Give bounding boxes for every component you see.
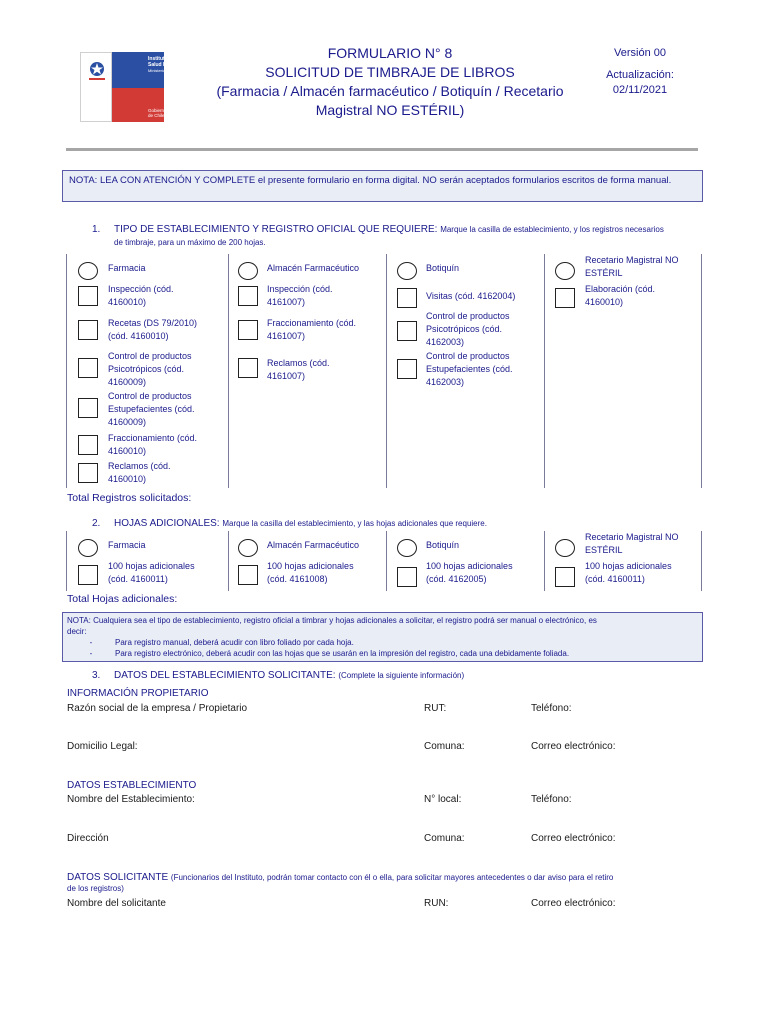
- header-divider: [66, 148, 698, 151]
- item-text: Inspección (cód.: [108, 284, 174, 294]
- solicitante-note-b: de los registros): [67, 884, 124, 893]
- item-text: (cód. 4160010): [108, 331, 169, 341]
- radio-recetario[interactable]: [555, 262, 575, 280]
- form-title: [190, 44, 590, 120]
- item-text: Psicotrópicos (cód.: [426, 324, 503, 334]
- item-text: 4162003): [426, 377, 465, 387]
- field-comuna-propietario[interactable]: Comuna:: [424, 741, 465, 752]
- section-3-title: [92, 669, 707, 682]
- field-run[interactable]: RUN:: [424, 898, 449, 909]
- bullet-dash: -: [89, 649, 93, 658]
- item-text: Estupefacientes (cód.: [426, 364, 513, 374]
- col-farmacia-label: Farmacia: [108, 540, 146, 550]
- item-text: Control de productos: [108, 351, 192, 361]
- update-date: 02/11/2021: [612, 84, 668, 96]
- field-telefono-propietario[interactable]: Teléfono:: [531, 703, 572, 714]
- item-text: 4161007): [267, 331, 306, 341]
- checkbox-almacen-fraccionamiento[interactable]: [238, 320, 258, 340]
- item-text: 4160009): [108, 377, 147, 387]
- crest-icon: [85, 59, 109, 83]
- item-text: 4160009): [108, 417, 147, 427]
- section-3-instructions: (Complete la siguiente información): [338, 671, 465, 680]
- item-text: Elaboración (cód.: [585, 284, 656, 294]
- item-text: 4161007): [267, 297, 306, 307]
- radio-botiquin[interactable]: [397, 262, 417, 280]
- radio-botiquin-hojas[interactable]: [397, 539, 417, 557]
- logo-line-1: Instituto de: [148, 56, 175, 62]
- field-rut[interactable]: RUT:: [424, 703, 447, 714]
- note-box-registro: [62, 612, 703, 662]
- title-line-2: SOLICITUD DE TIMBRAJE DE LIBROS: [265, 64, 515, 80]
- radio-almacen[interactable]: [238, 262, 258, 280]
- item-text: 4161007): [267, 371, 306, 381]
- item-recetario-hojas: [585, 560, 672, 586]
- item-text: Inspección (cód.: [267, 284, 333, 294]
- title-line-3: (Farmacia / Almacén farmacéutico / Botiquín / Recetario: [216, 83, 564, 99]
- radio-almacen-hojas[interactable]: [238, 539, 258, 557]
- item-text: (cód. 4160011): [585, 574, 645, 584]
- item-farmacia-inspeccion: [108, 283, 174, 309]
- checkbox-farmacia-psicotropicos[interactable]: [78, 358, 98, 378]
- note-box-digital: [62, 170, 703, 202]
- radio-farmacia-hojas[interactable]: [78, 539, 98, 557]
- item-text: 100 hojas adicionales: [426, 561, 513, 571]
- item-text: Visitas (cód. 4162004): [426, 291, 516, 301]
- bullet-electronico: [67, 648, 698, 659]
- item-farmacia-recetas: [108, 317, 197, 343]
- item-text: 4160010): [108, 446, 147, 456]
- col-farmacia-label: Farmacia: [108, 263, 146, 273]
- checkbox-botiquin-psicotropicos[interactable]: [397, 321, 417, 341]
- col-recetario-line-2: ESTÉRIL: [585, 268, 623, 278]
- field-nombre-solicitante[interactable]: Nombre del solicitante: [67, 898, 166, 909]
- note-digital-text: NOTA: LEA CON ATENCIÓN Y COMPLETE el presente formulario en forma digital. NO serán aceptados formularios escritos de forma manual.: [69, 175, 672, 186]
- item-text: 4160010): [108, 297, 147, 307]
- item-text: Control de productos: [108, 391, 192, 401]
- section-2-number: 2.: [92, 518, 101, 529]
- col-recetario-line-1: Recetario Magistral NO: [585, 255, 679, 265]
- update-label: Actualización:: [606, 69, 674, 81]
- version-label: Versión 00: [614, 47, 666, 59]
- item-botiquin-estupefacientes: [426, 350, 513, 389]
- col-recetario-line-2: ESTÉRIL: [585, 545, 623, 555]
- radio-farmacia[interactable]: [78, 262, 98, 280]
- checkbox-botiquin-visitas[interactable]: [397, 288, 417, 308]
- checkbox-recetario-hojas[interactable]: [555, 567, 575, 587]
- solicitante-note-a: (Funcionarios del Instituto, podrán tomar contacto con él o ella, para solicitar mayores antecedentes o dar aviso para el retiro: [170, 873, 614, 882]
- field-domicilio-legal[interactable]: Domicilio Legal:: [67, 741, 138, 752]
- checkbox-almacen-reclamos[interactable]: [238, 358, 258, 378]
- item-farmacia-reclamos: [108, 460, 171, 486]
- item-text: Reclamos (cód.: [108, 461, 171, 471]
- section-3-number: 3.: [92, 670, 101, 681]
- item-text: 100 hojas adicionales: [585, 561, 672, 571]
- total-registros-label: Total Registros solicitados:: [67, 492, 192, 504]
- item-text: Reclamos (cód.: [267, 358, 330, 368]
- logo-line-4: Gobierno de Chile: [148, 108, 167, 118]
- item-farmacia-hojas: [108, 560, 195, 586]
- checkbox-farmacia-recetas[interactable]: [78, 320, 98, 340]
- section-2-title: [92, 517, 707, 530]
- section-1-instructions-a: Marque la casilla de establecimiento, y los registros necesarios: [440, 225, 664, 234]
- field-razon-social[interactable]: Razón social de la empresa / Propietario: [67, 703, 248, 714]
- section-2-grid: [66, 531, 702, 591]
- bullet-dash: -: [89, 638, 93, 647]
- section-1-title: [92, 223, 707, 236]
- checkbox-farmacia-inspeccion[interactable]: [78, 286, 98, 306]
- bullet-electronico-text: Para registro electrónico, deberá acudir con las hojas que se usarán en la impresión del registro, cada una debidamente foliada.: [115, 649, 570, 658]
- section-1-number: 1.: [92, 224, 101, 235]
- checkbox-farmacia-reclamos[interactable]: [78, 463, 98, 483]
- item-almacen-hojas: [267, 560, 354, 586]
- item-almacen-fraccionamiento: [267, 317, 356, 343]
- institution-logo: [80, 52, 183, 122]
- checkbox-almacen-inspeccion[interactable]: [238, 286, 258, 306]
- checkbox-botiquin-hojas[interactable]: [397, 567, 417, 587]
- note-registro-line-2: decir:: [67, 627, 87, 636]
- checkbox-botiquin-estupefacientes[interactable]: [397, 359, 417, 379]
- bullet-manual-text: Para registro manual, deberá acudir con libro foliado por cada hoja.: [115, 638, 354, 647]
- checkbox-almacen-hojas[interactable]: [238, 565, 258, 585]
- field-comuna-establecimiento[interactable]: Comuna:: [424, 833, 465, 844]
- section-1-instructions-b: de timbraje, para un máximo de 200 hojas.: [114, 238, 266, 247]
- item-almacen-reclamos: [267, 357, 330, 383]
- section-1-heading: TIPO DE ESTABLECIMIENTO Y REGISTRO OFICIAL QUE REQUIERE:: [114, 224, 438, 235]
- item-farmacia-psicotropicos: [108, 350, 192, 389]
- item-text: (cód. 4162005): [426, 574, 487, 584]
- checkbox-farmacia-fraccionamiento[interactable]: [78, 435, 98, 455]
- checkbox-farmacia-hojas[interactable]: [78, 565, 98, 585]
- col-botiquin-label: Botiquín: [426, 540, 460, 550]
- bullet-manual: [67, 637, 698, 648]
- item-text: Control de productos: [426, 351, 510, 361]
- item-farmacia-estupefacientes: [108, 390, 195, 429]
- col-recetario-label: [585, 254, 679, 280]
- item-botiquin-psicotropicos: [426, 310, 510, 349]
- item-text: Psicotrópicos (cód.: [108, 364, 185, 374]
- col-almacen-label: Almacén Farmacéutico: [267, 540, 360, 550]
- version-info: [590, 46, 690, 98]
- item-text: 4162003): [426, 337, 465, 347]
- item-text: Recetas (DS 79/2010): [108, 318, 198, 328]
- item-text: Control de productos: [426, 311, 510, 321]
- item-text: Fraccionamiento (cód.: [108, 433, 198, 443]
- section-2-instructions: Marque la casilla del establecimiento, y las hojas adicionales que requiere.: [222, 519, 487, 528]
- item-text: 100 hojas adicionales: [267, 561, 354, 571]
- item-text: Estupefacientes (cód.: [108, 404, 195, 414]
- field-correo-propietario[interactable]: Correo electrónico:: [531, 741, 616, 752]
- col-recetario-line-1: Recetario Magistral NO: [585, 532, 679, 542]
- total-hojas-label: Total Hojas adicionales:: [67, 593, 178, 605]
- item-botiquin-visitas: [426, 290, 515, 303]
- estab-heading: DATOS ESTABLECIMIENTO: [67, 780, 197, 791]
- field-nombre-establecimiento[interactable]: Nombre del Establecimiento:: [67, 794, 195, 805]
- item-text: 100 hojas adicionales: [108, 561, 195, 571]
- logo-line-2: Salud Pública: [148, 62, 181, 68]
- logo-line-3: Ministerio de Salud: [148, 68, 183, 73]
- field-correo-solicitante[interactable]: Correo electrónico:: [531, 898, 616, 909]
- item-text: (cód. 4160011): [108, 574, 168, 584]
- solicitante-heading-block: [67, 872, 707, 883]
- field-telefono-establecimiento[interactable]: Teléfono:: [531, 794, 572, 805]
- title-line-1: FORMULARIO N° 8: [327, 45, 453, 61]
- note-registro-line-1: NOTA: Cualquiera sea el tipo de establecimiento, registro oficial a timbrar y hojas adicionales a solicitar, el registro podrá ser manual o electrónico, es: [67, 616, 597, 625]
- col-botiquin-label: Botiquín: [426, 263, 460, 273]
- item-recetario-elaboracion: [585, 283, 655, 309]
- radio-recetario-hojas[interactable]: [555, 539, 575, 557]
- item-text: Fraccionamiento (cód.: [267, 318, 357, 328]
- solicitante-heading: DATOS SOLICITANTE: [67, 872, 169, 883]
- title-line-4: Magistral NO ESTÉRIL): [315, 102, 465, 118]
- checkbox-farmacia-estupefacientes[interactable]: [78, 398, 98, 418]
- field-n-local[interactable]: N° local:: [424, 794, 462, 805]
- item-almacen-inspeccion: [267, 283, 333, 309]
- item-text: 4160010): [108, 474, 147, 484]
- field-direccion[interactable]: Dirección: [67, 833, 109, 844]
- section-2-heading: HOJAS ADICIONALES:: [114, 518, 220, 529]
- checkbox-recetario-elaboracion[interactable]: [555, 288, 575, 308]
- item-text: (cód. 4161008): [267, 574, 328, 584]
- item-text: 4160010): [585, 297, 624, 307]
- owner-heading: INFORMACIÓN PROPIETARIO: [67, 688, 209, 699]
- col-almacen-label: Almacén Farmacéutico: [267, 263, 360, 273]
- col-recetario-label: [585, 531, 679, 557]
- item-farmacia-fraccionamiento: [108, 432, 197, 458]
- field-correo-establecimiento[interactable]: Correo electrónico:: [531, 833, 616, 844]
- section-3-heading: DATOS DEL ESTABLECIMIENTO SOLICITANTE:: [114, 670, 336, 681]
- item-botiquin-hojas: [426, 560, 513, 586]
- section-1-grid: [66, 254, 702, 488]
